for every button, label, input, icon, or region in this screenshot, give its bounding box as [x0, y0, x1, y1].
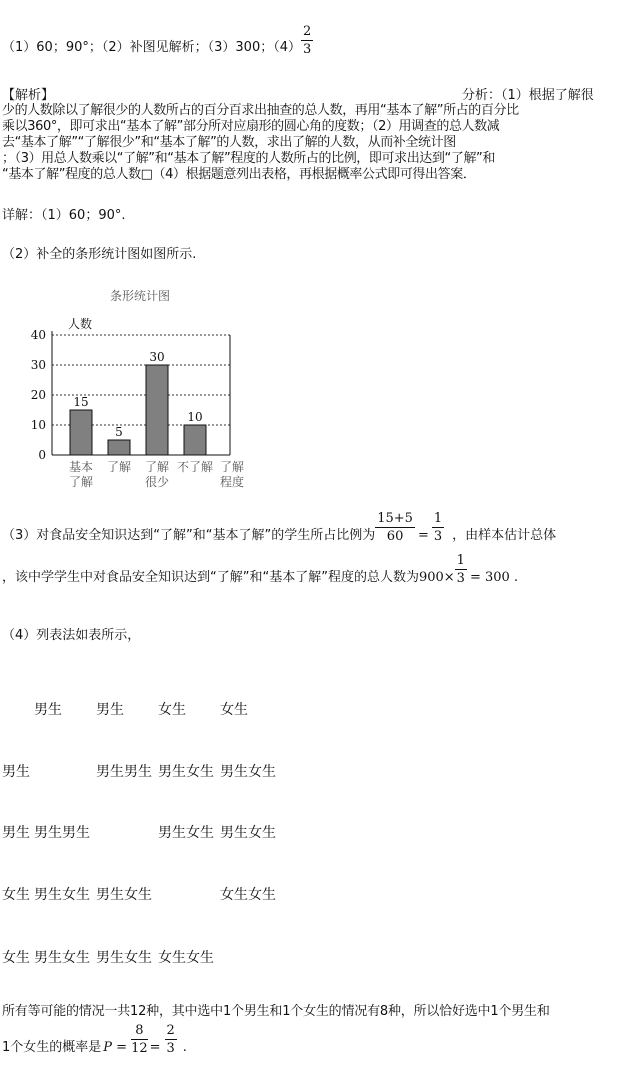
y-tick-label: 30 [30, 358, 46, 372]
table-cell: 男生女生 [220, 764, 276, 780]
analysis-line-3: 乘以360°，即可求出“基本了解”部分所对应扇形的圆心角的度数；（2）用调查的总人数减 [2, 119, 500, 134]
conclusion-fraction-1: $\frac{8}{12}$ [131, 1023, 148, 1056]
table-cell: 男生女生 [34, 887, 90, 903]
table-cell: 男生女生 [96, 887, 152, 903]
part3-fraction-2: $\frac{1}{3}$ [433, 511, 443, 544]
part3-expr: 900× [418, 570, 455, 585]
x-category-label: 了解 [144, 460, 170, 474]
table-cell: 女生女生 [158, 950, 214, 966]
bar [108, 440, 130, 455]
y-tick-label: 0 [38, 448, 46, 462]
part3-fraction-3: $\frac{1}{3}$ [456, 553, 465, 586]
table-row-label: 男生 [2, 764, 30, 780]
part4-intro: （4）列表法如表所示， [2, 628, 141, 643]
table-header-cell: 男生 [96, 702, 124, 718]
y-tick-label: 10 [30, 418, 46, 432]
part3-line-2 [2, 553, 519, 586]
table-header-cell: 女生 [220, 702, 248, 718]
x-axis-title: 了解 [219, 460, 245, 474]
part3-text-3: ，该中学学生中对食品安全知识达到“了解”和“基本了解”程度的总人数为 [2, 570, 419, 585]
x-axis-title: 程度 [219, 475, 245, 489]
part3-text-2: ，由样本估计总体 [452, 528, 557, 543]
conclusion-fraction-2: $\frac{2}{3}$ [166, 1023, 175, 1056]
analysis-lead: 分析：（1）根据了解很 [462, 88, 594, 103]
table-header-cell: 男生 [34, 702, 62, 718]
table-header-cell: 女生 [158, 702, 186, 718]
detail-line-2: （2）补全的条形统计图如图所示. [2, 247, 197, 262]
table-cell: 男生女生 [96, 950, 152, 966]
table-cell: 男生女生 [34, 950, 90, 966]
bar [70, 410, 92, 455]
bar [184, 425, 206, 455]
y-tick-label: 40 [30, 328, 46, 342]
bar-value-label: 15 [73, 395, 89, 409]
analysis-line-5: ；（3）用总人数乘以“了解”和“基本了解”程度的人数所占的比例，即可求出达到“了解”和 [2, 151, 495, 166]
table-row-label: 女生 [2, 950, 30, 966]
chart-x-labels [69, 459, 244, 489]
analysis-line-4: 去“基本了解”“了解很少”和“基本了解”的人数，求出了解的人数，从而补全统计图 [2, 135, 456, 150]
chart-bars [70, 350, 206, 455]
answer-text: （1）60；90°；（2）补图见解析；（3）300；（4） [2, 40, 301, 55]
conclusion-line-2 [2, 1023, 187, 1056]
chart-y-label: 人数 [68, 317, 93, 331]
answer-line [2, 24, 313, 57]
part3-text-1: （3）对食品安全知识达到“了解”和“基本了解”的学生所占比例为 [2, 528, 376, 543]
x-category-label: 了解 [106, 460, 132, 474]
part3-result: = 300 . [469, 570, 519, 585]
bar-value-label: 30 [149, 350, 165, 364]
bar-value-label: 10 [187, 410, 203, 424]
conclusion-end: . [182, 1040, 187, 1055]
detail-line-1: 详解：（1）60；90°. [2, 208, 126, 223]
chart-ticks [31, 328, 46, 462]
analysis-tag: 【解析】 [2, 88, 55, 103]
bar-value-label: 5 [115, 425, 123, 439]
table-cell: 男生男生 [96, 764, 152, 780]
table-cell: 男生女生 [158, 825, 214, 841]
x-category-label: 不了解 [176, 460, 214, 474]
x-category-label: 了解 [68, 475, 94, 489]
part3-line-1 [2, 511, 557, 544]
conclusion-equals: = [149, 1040, 161, 1055]
answer-fraction: $\frac{2}{3}$ [302, 24, 312, 57]
y-tick-label: 20 [30, 388, 46, 402]
conclusion-line-1: 所有等可能的情况一共12种，其中选中1个男生和1个女生的情况有8种，所以恰好选中1个男生和 [2, 1004, 550, 1019]
analysis-line-2: 少的人数除以了解很少的人数所占的百分百求出抽查的总人数，再用“基本了解”所占的百分比 [2, 103, 519, 118]
x-category-label: 基本 [68, 460, 94, 474]
probability-symbol: P = [103, 1040, 128, 1055]
conclusion-text: 1个女生的概率是 [2, 1040, 102, 1055]
part3-fraction-1: $\frac{15+5}{60}$ [377, 511, 413, 544]
table-cell: 男生女生 [158, 764, 214, 780]
part3-equals: = [417, 528, 429, 543]
analysis-line-6: “基本了解”程度的总人数□（4）根据题意列出表格，再根据概率公式即可得出答案． [2, 167, 476, 182]
bar [146, 365, 168, 455]
table-cell: 男生女生 [220, 825, 276, 841]
table-row-label: 女生 [2, 887, 30, 903]
table-cell: 女生女生 [220, 887, 276, 903]
bar-chart [10, 282, 260, 492]
table-cell: 男生男生 [34, 825, 90, 841]
x-category-label: 很少 [144, 475, 170, 489]
chart-title: 条形统计图 [109, 289, 171, 303]
table-row-label: 男生 [2, 825, 30, 841]
